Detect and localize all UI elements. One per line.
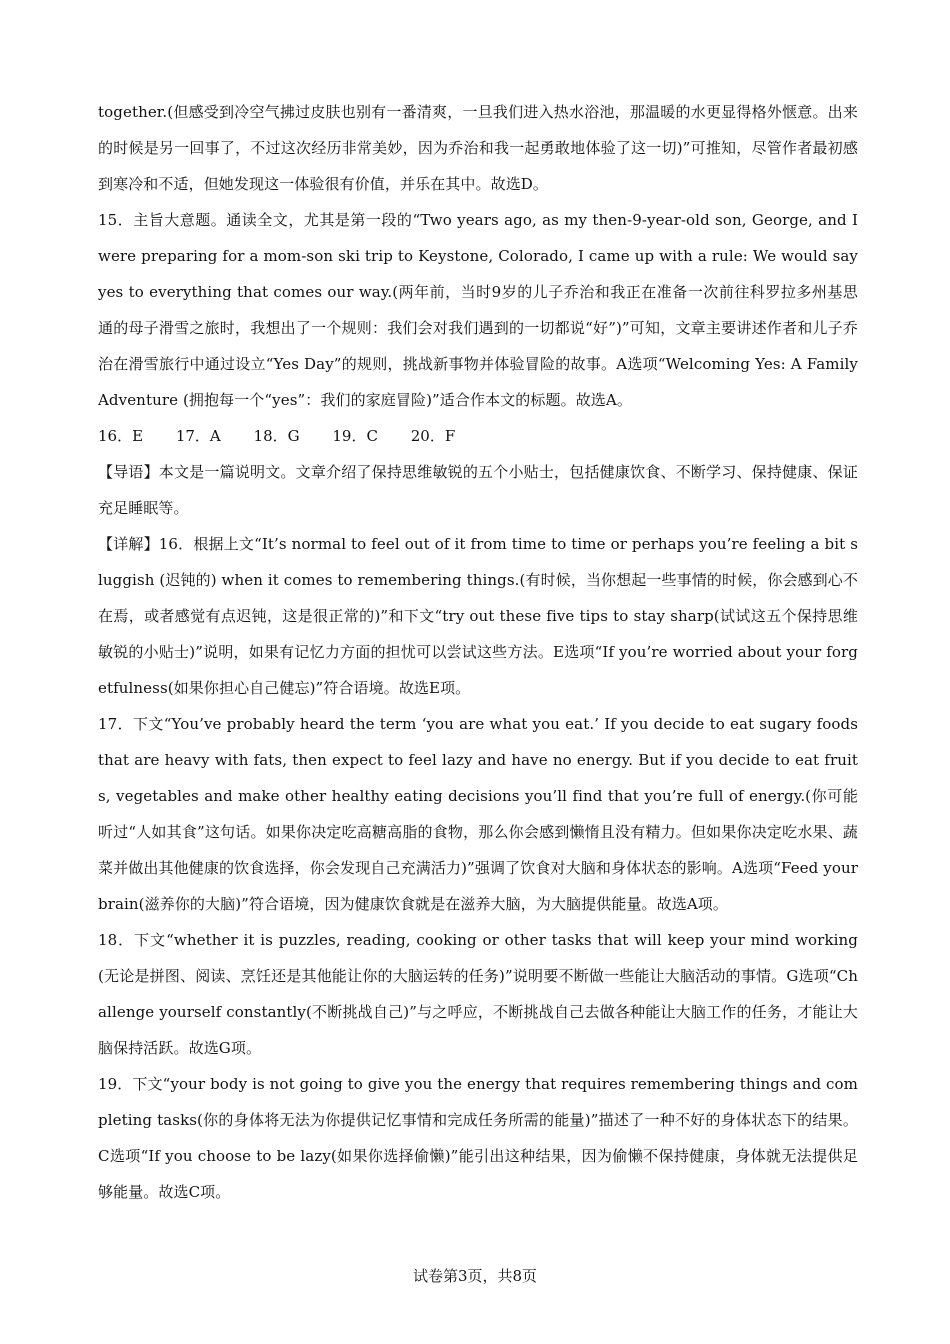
answer-18: 18．G [253,427,300,445]
paragraph-q15-explanation: 15．主旨大意题。通读全文，尤其是第一段的“Two years ago, as my then-9-year-old son, George, and I were preparing for a mom-son ski trip to Keystone, Colorado, I came up with a rule: We would say yes to everything that comes our way.(两年前，当时9岁的儿子乔治和我正在准备一次前往科罗拉多州基思通的母子滑雪之旅时，我想出了一个规则：我们会对我们遇到的一切都说“好”)”可知，文章主要讲述作者和儿子乔治在滑雪旅行中通过设立“Yes Day”的规则，挑战新事物并体验冒险的故事。A选项“Welcoming Yes: A Family Adventure (拥抱每一个“yes”：我们的家庭冒险)”适合作本文的标题。故选A。 [98,211,858,409]
paragraph-q16-detail: 【详解】16．根据上文“It’s normal to feel out of it from time to time or perhaps you’re feeling a bit sluggish (迟钝的) when it comes to remembering things.(有时候，当你想起一些事情的时候，你会感到心不在焉，或者感觉有点迟钝，这是很正常的)”和下文“try out these five tips to stay sharp(试试这五个保持思维敏锐的小贴士)”说明，如果有记忆力方面的担忧可以尝试这些方法。E选项“If you’re worried about your forgetfulness(如果你担心自己健忘)”符合语境。故选E项。 [98,535,858,697]
answer-20: 20．F [410,427,456,445]
answer-16: 16．E [98,427,144,445]
page-content [98,94,858,1210]
answer-19: 19．C [332,427,378,445]
page-footer: 试卷第3页，共8页 [412,1267,538,1285]
answer-17: 17．A [175,427,221,445]
paragraph-q18-detail: 18．下文“whether it is puzzles, reading, cooking or other tasks that will keep your mind working(无论是拼图、阅读、烹饪还是其他能让你的大脑运转的任务)”说明要不断做一些能让大脑活动的事情。G选项“Challenge yourself constantly(不断挑战自己)”与之呼应，不断挑战自己去做各种能让大脑工作的任务，才能让大脑保持活跃。故选G项。 [98,931,858,1057]
answer-key-line [98,418,858,454]
paragraph-q19-detail: 19．下文“your body is not going to give you the energy that requires remembering things and completing tasks(你的身体将无法为你提供记忆事情和完成任务所需的能量)”描述了一种不好的身体状态下的结果。C选项“If you choose to be lazy(如果你选择偷懒)”能引出这种结果，因为偷懒不保持健康，身体就无法提供足够能量。故选C项。 [98,1075,858,1201]
paragraph-intro-guide: 【导语】本文是一篇说明文。文章介绍了保持思维敏锐的五个小贴士，包括健康饮食、不断学习、保持健康、保证充足睡眠等。 [98,463,858,517]
paragraph-q14-continued: together.(但感受到冷空气拂过皮肤也别有一番清爽，一旦我们进入热水浴池，那温暖的水更显得格外惬意。出来的时候是另一回事了，不过这次经历非常美妙，因为乔治和我一起勇敢地体验了这一切)”可推知，尽管作者最初感到寒冷和不适，但她发现这一体验很有价值，并乐在其中。故选D。 [98,103,858,193]
paragraph-q17-detail: 17．下文“You’ve probably heard the term ‘you are what you eat.’ If you decide to eat sugary foods that are heavy with fats, then expect to feel lazy and have no energy. But if you decide to eat fruits, vegetables and make other healthy eating decisions you’ll find that you’re full of energy.(你可能听过“人如其食”这句话。如果你决定吃高糖高脂的食物，那么你会感到懒惰且没有精力。但如果你决定吃水果、蔬菜并做出其他健康的饮食选择，你会发现自己充满活力)”强调了饮食对大脑和身体状态的影响。A选项“Feed your brain(滋养你的大脑)”符合语境，因为健康饮食就是在滋养大脑，为大脑提供能量。故选A项。 [98,715,858,913]
